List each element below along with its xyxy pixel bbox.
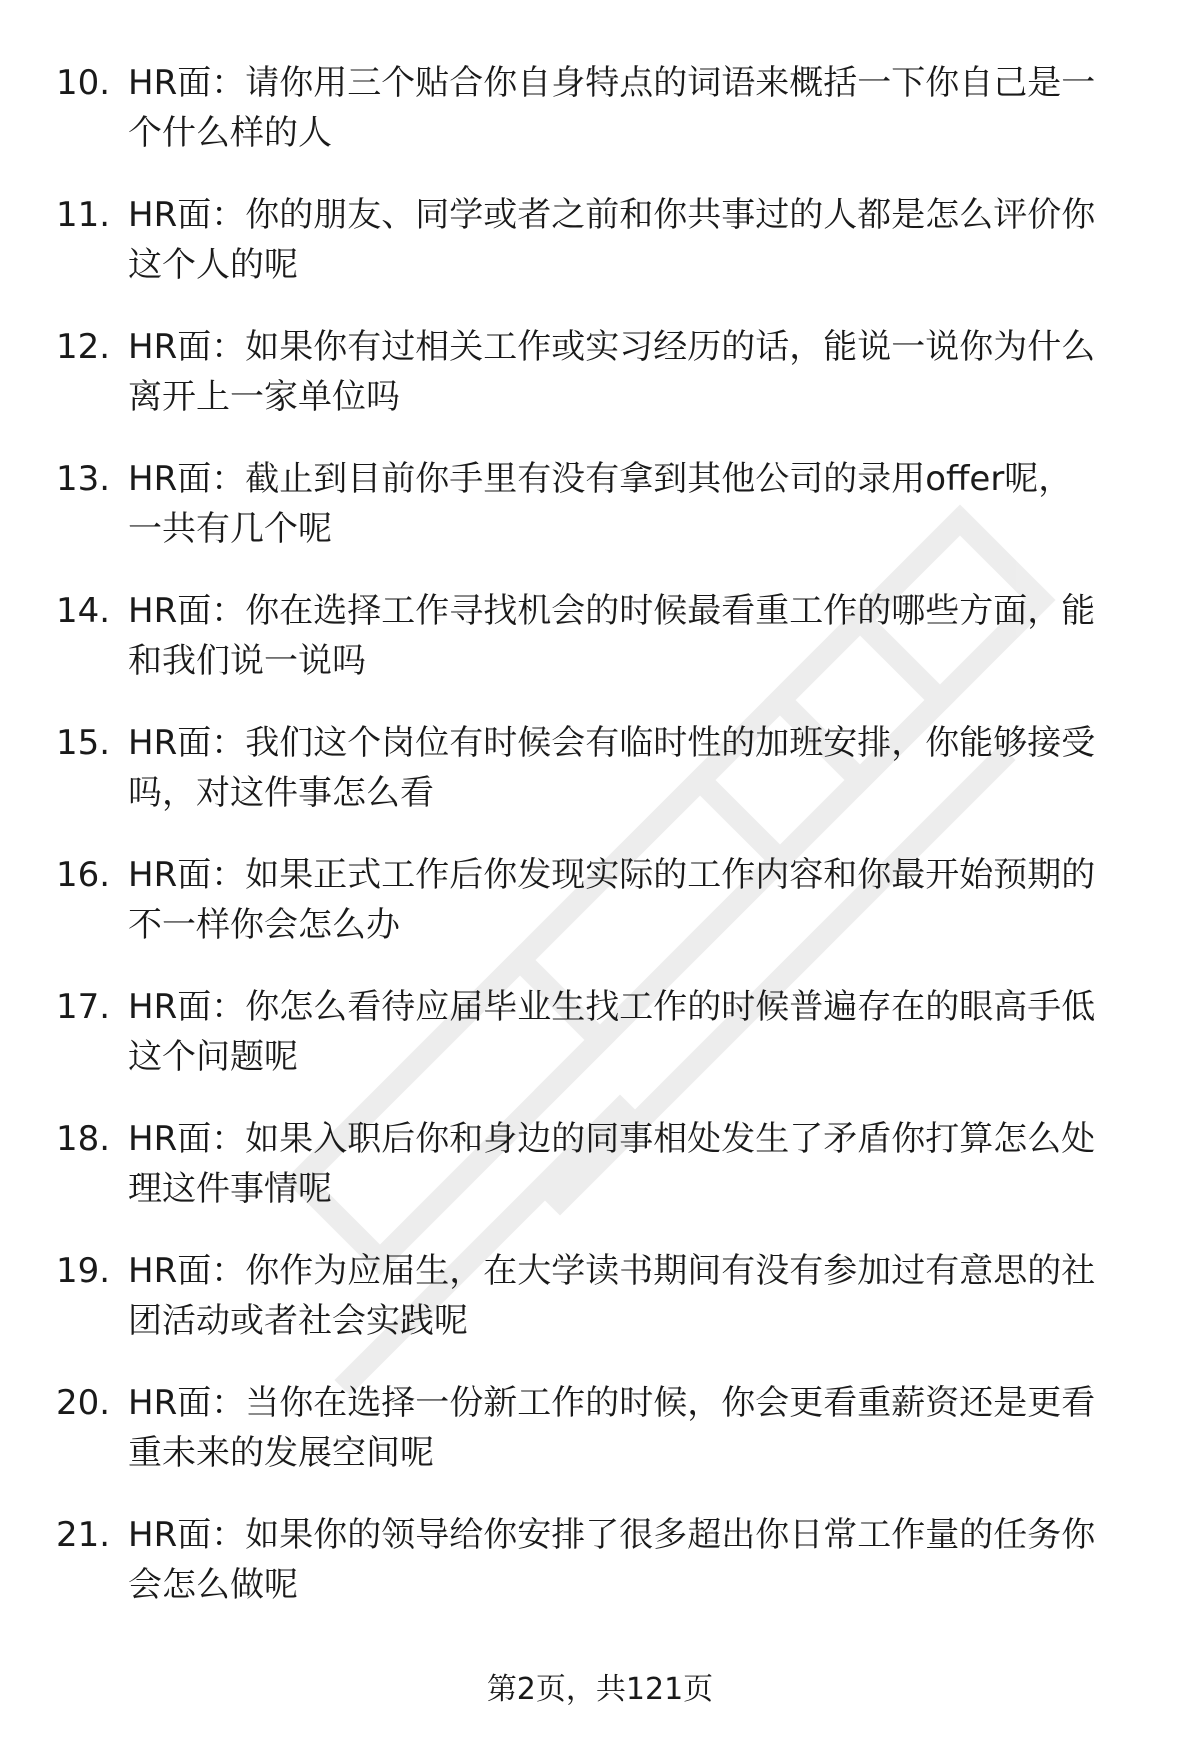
question-line: HR面：如果你的领导给你安排了很多超出你日常工作量的任务你 — [128, 1515, 1096, 1555]
question-line: HR面：你的朋友、同学或者之前和你共事过的人都是怎么评价你 — [128, 195, 1096, 235]
question-line: HR面：你怎么看待应届毕业生找工作的时候普遍存在的眼高手低 — [128, 987, 1096, 1027]
page-footer: 第2页，共121页 — [486, 1672, 714, 1707]
question-line: 离开上一家单位吗 — [128, 377, 400, 417]
question-line: 一共有几个呢 — [128, 509, 332, 549]
question-text — [128, 1114, 1168, 1214]
question-list — [0, 58, 1200, 1642]
question-line: HR面：如果入职后你和身边的同事相处发生了矛盾你打算怎么处 — [128, 1119, 1096, 1159]
question-line: 不一样你会怎么办 — [128, 905, 400, 945]
question-text — [128, 850, 1168, 950]
question-number: 18. — [56, 1119, 111, 1159]
question-text — [128, 586, 1168, 686]
question-number: 16. — [56, 855, 111, 895]
list-item — [0, 1378, 1200, 1510]
question-number: 17. — [56, 987, 111, 1027]
list-item — [0, 1246, 1200, 1378]
question-line: 这个人的呢 — [128, 245, 298, 285]
question-line: HR面：你在选择工作寻找机会的时候最看重工作的哪些方面，能 — [128, 591, 1096, 631]
list-item — [0, 718, 1200, 850]
question-text — [128, 322, 1168, 422]
question-number: 10. — [56, 63, 111, 103]
list-item — [0, 322, 1200, 454]
question-line: 和我们说一说吗 — [128, 641, 366, 681]
question-line: HR面：你作为应届生，在大学读书期间有没有参加过有意思的社 — [128, 1251, 1096, 1291]
question-number: 15. — [56, 723, 111, 763]
question-text — [128, 58, 1168, 158]
question-number: 13. — [56, 459, 111, 499]
question-line: 吗，对这件事怎么看 — [128, 773, 434, 813]
question-line: HR面：如果你有过相关工作或实习经历的话，能说一说你为什么 — [128, 327, 1096, 367]
question-line: 这个问题呢 — [128, 1037, 298, 1077]
question-number: 20. — [56, 1383, 111, 1423]
question-number: 19. — [56, 1251, 111, 1291]
question-line: HR面：当你在选择一份新工作的时候，你会更看重薪资还是更看 — [128, 1383, 1096, 1423]
question-line: 理这件事情呢 — [128, 1169, 332, 1209]
question-line: 个什么样的人 — [128, 113, 332, 153]
question-line: HR面：我们这个岗位有时候会有临时性的加班安排，你能够接受 — [128, 723, 1096, 763]
list-item — [0, 58, 1200, 190]
list-item — [0, 190, 1200, 322]
question-text — [128, 190, 1168, 290]
question-text — [128, 1246, 1168, 1346]
list-item — [0, 982, 1200, 1114]
question-line: 重未来的发展空间呢 — [128, 1433, 434, 1473]
question-text — [128, 982, 1168, 1082]
question-line: 团活动或者社会实践呢 — [128, 1301, 468, 1341]
question-line: HR面：请你用三个贴合你自身特点的词语来概括一下你自己是一 — [128, 63, 1096, 103]
question-line: HR面：如果正式工作后你发现实际的工作内容和你最开始预期的 — [128, 855, 1096, 895]
question-line: HR面：截止到目前你手里有没有拿到其他公司的录用offer呢， — [128, 459, 1073, 499]
list-item — [0, 454, 1200, 586]
question-number: 14. — [56, 591, 111, 631]
list-item — [0, 1114, 1200, 1246]
list-item — [0, 586, 1200, 718]
question-line: 会怎么做呢 — [128, 1565, 298, 1605]
list-item — [0, 850, 1200, 982]
question-text — [128, 454, 1168, 554]
question-number: 21. — [56, 1515, 111, 1555]
question-text — [128, 1378, 1168, 1478]
list-item — [0, 1510, 1200, 1642]
question-number: 12. — [56, 327, 111, 367]
question-number: 11. — [56, 195, 111, 235]
question-text — [128, 718, 1168, 818]
question-text — [128, 1510, 1168, 1610]
